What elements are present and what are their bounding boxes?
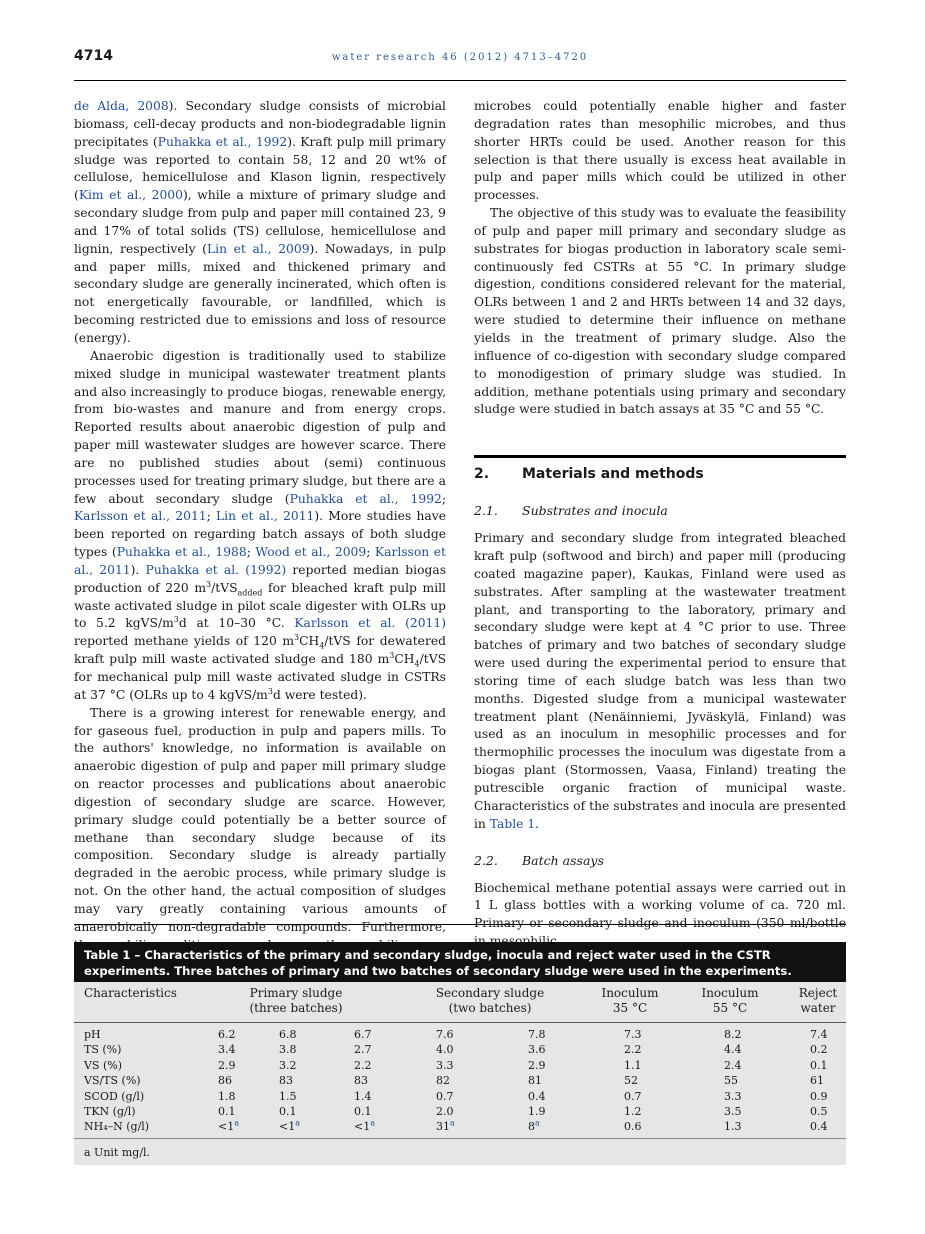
table-cell: 0.7 [436,1089,454,1103]
table-cell: 1.9 [528,1104,546,1118]
paragraph: Primary and secondary sludge from integrated bleached kraft pulp (softwood and birch) and paper mill (producing coated magazine paper), Kaukas, Finland were used as substrates. After sampling at the wastewater treatment plant, and transporting to the laboratory, primary and secondary sludge were kept at 4 °C prior to use. Three batches of primary and two batches of secondary sludge were used during the experimental period to ensure that storing time of each sludge batch was less than two months. Digested sludge from a municipal wastewater treatment plant (Nenäinniemi, Jyväskylä, Finland) was used as an inoculum in mesophilic processes and for thermophilic processes the inoculum was digestate from a biogas plant (Stormossen, Vaasa, Finland) treating the putrescible organic fraction of municipal waste. Characteristics of the substrates and inocula are presented in Table 1. [474,531,846,831]
table-cell: 6.7 [354,1028,372,1041]
table-cell: 3.5 [724,1104,742,1118]
left-column [74,98,446,955]
footnote-marker[interactable]: a [450,1118,455,1128]
table-cell: 2.4 [724,1058,742,1072]
table-header [74,982,846,1023]
citation-link[interactable]: Karlsson et al. (2011) [294,616,446,631]
citation-link[interactable]: Puhakka et al., 1992 [289,491,442,506]
citation-link[interactable]: Wood et al., 2009 [255,545,367,560]
table-1 [74,942,846,1165]
table-cell: 3.2 [279,1058,297,1072]
citation-link[interactable]: Puhakka et al., 1992 [157,134,288,149]
table-cell: 3.4 [218,1043,236,1057]
header-characteristics: Characteristics [84,986,177,1000]
table-cell: 7.6 [436,1028,454,1041]
table-link[interactable]: Table 1 [489,816,536,831]
table-body [74,1023,846,1135]
table-row [74,1027,846,1042]
footnote-marker[interactable]: a [234,1118,239,1128]
table-row [74,1104,846,1119]
citation-link[interactable]: Kim et al., 2000 [78,188,183,203]
table-row [74,1058,846,1073]
table-cell: 1.1 [624,1058,642,1072]
table-cell: $<1^a$ [218,1118,239,1134]
table-cell: 0.9 [810,1089,828,1103]
table-cell: 61 [810,1074,824,1088]
table-cell: 2.2 [354,1058,372,1072]
table-cell: 6.2 [218,1028,236,1041]
table-footnote: a Unit mg/l. [74,1138,846,1166]
table-cell: 31$^a$ [436,1118,455,1134]
page-number: 4714 [74,48,113,64]
citation-link[interactable]: Lin et al., 2011 [216,509,315,524]
table-cell: 0.5 [810,1104,828,1118]
table-cell: 0.1 [218,1104,236,1118]
citation-link[interactable]: Karlsson et al., 2011 [74,545,446,577]
table-cell: 4.0 [436,1043,454,1057]
table-row [74,1089,846,1104]
table-cell: 2.9 [528,1058,546,1072]
table-cell: 86 [218,1074,232,1088]
citation-link[interactable]: Puhakka et al. (1992) [145,562,287,577]
table-cell: $<1^a$ [279,1118,300,1134]
paragraph: microbes could potentially enable higher and faster degradation rates than mesophilic microbes, and thus shorter HRTs could be used. Another reason for this selection is that there usually is excess heat available in pulp and paper mills which could be utilized in other processes. [474,99,846,203]
header-secondary: Secondary sludge (two batches) [435,986,545,1015]
table-cell: 0.1 [354,1104,372,1118]
table-cell: 0.4 [810,1120,828,1134]
table-cell: 2.7 [354,1043,372,1057]
subsection-heading: 2.1. Substrates and inocula [474,503,668,519]
table-cell: 3.3 [436,1058,454,1072]
table-cell: 7.3 [624,1028,642,1041]
citation-link[interactable]: Karlsson et al., 2011 [74,509,207,524]
table-cell: 2.0 [436,1104,454,1118]
page-header [74,48,846,81]
table-cell: 3.6 [528,1043,546,1057]
paragraph: The objective of this study was to evaluate the feasibility of pulp and paper mill primary and secondary sludge as substrates for biogas production in laboratory scale semi-continuously fed CSTRs at 55 °C. In primary sludge digestion, conditions considered relevant for the material, OLRs between 1 and 2 and HRTs between 14 and 32 days, were studied to determine their influence on methane yields in the treatment of primary sludge. Also the influence of co-digestion with secondary sludge compared to monodigestion of primary sludge was studied. In addition, methane potentials using primary and secondary sludge were studied in batch assays at 35 °C and 55 °C. [474,206,846,417]
table-row [74,1073,846,1088]
footnote-marker[interactable]: a [370,1118,375,1128]
table-cell: 4.4 [724,1043,742,1057]
row-label: TKN (g/l) [84,1104,136,1118]
right-column [474,98,846,951]
table-cell: 7.4 [810,1028,828,1041]
paragraph: There is a growing interest for renewable energy, and for gaseous fuel, production in pulp and papers mills. To the authors' knowledge, no information is available on anaerobic digestion of pulp and paper mill primary sludge on reactor processes and publications about anaerobic digestion of secondary sludge are scarce. However, primary sludge could potentially be a better source of methane than secondary sludge because of its composition. Secondary sludge is already partially degraded in the aerobic process, while primary sludge is not. On the other hand, the actual composition of sludges may vary greatly containing various amounts of anaerobically non-degradable compounds. Furthermore, [74,705,446,934]
table-cell: 1.4 [354,1089,372,1103]
header-primary: Primary sludge (three batches) [249,986,343,1015]
table-cell: 0.6 [624,1120,642,1134]
paragraph: Anaerobic digestion is traditionally used to stabilize mixed sludge in municipal wastewater treatment plants and also increasingly to produce biogas, renewable energy, from bio-wastes and manure and from energy crops. Reported results about anaerobic digestion of pulp and paper mill wastewater sludges are however scarce. There are no published studies about (semi) continuous processes used for treating primary sludge, but there are a few about secondary sludge (Puhakka et al., 1992; Karlsson et al., 2011; Lin et al., 2011). More studies have been reported on regarding batch assays of both sludge types (Puhakka et al., 1988; Wood et al., 2009; Karlsson et al., 2011). Puhakka et al. (1992) reported median biogas production of 220 $m^3/tVS_{added}$ for bleached kraft pulp mill waste activated sludge in pilot scale digester with OLRs up to 5.2 kgVS/$m^3d$ at 10–30 °C. Karlsson et al. (2011) reported methane yields of 120 $m^3CH_4$/tVS for dewatered kraft pulp mill waste activated sludge and 180 $m^3CH_4$/tVS for mechanical pulp mill waste activated sludge in CSTRs at 37 °C (OLRs up to 4 kgVS/$m^3d$ were tested). [74,348,446,702]
table-cell: 2.9 [218,1058,236,1072]
table-cell: 1.3 [724,1120,742,1134]
table-cell: 0.1 [279,1104,297,1118]
table-caption: Table 1 – Characteristics of the primary and secondary sludge, inocula and reject water used in the CSTR experiments. Three batches of primary and two batches of secondary sludge were used in the experiments. [74,942,846,982]
table-cell: 8$^a$ [528,1118,540,1134]
paragraph: Biochemical methane potential assays were carried out in 1 L glass bottles with a working volume of ca. 720 ml. Primary or secondary sludge and inoculum (350 ml/bottle [474,880,846,931]
table-cell: 83 [354,1074,368,1088]
table-cell: 0.7 [624,1089,642,1103]
table-cell: 3.3 [724,1089,742,1103]
subsection-heading: 2.2. Batch assays [474,852,604,868]
column-bottom-rule [74,924,846,925]
table-cell: 0.2 [810,1043,828,1057]
footnote-marker[interactable]: a [535,1118,540,1128]
journal-running-title: water research 46 (2012) 4713–4720 [331,52,589,63]
table-cell: 81 [528,1074,542,1088]
table-cell: 0.4 [528,1089,546,1103]
table-cell: 7.8 [528,1028,546,1041]
header-inoculum-35: Inoculum 35 °C [601,986,659,1015]
header-reject-water: Reject water [798,986,838,1015]
table-cell: 6.8 [279,1028,297,1041]
paragraph: de Alda, 2008). Secondary sludge consists of microbial biomass, cell-decay products and non-biodegradable lignin precipitates (Puhakka et al., 1992). Kraft pulp mill primary sludge was reported to contain 58, 12 and 20 wt% of cellulose, hemicellulose and Klason lignin, respectively (Kim et al., 2000), while a mixture of primary sludge and secondary sludge from pulp and paper mill contained 23, 9 and 17% of total solids (TS) cellulose, hemicellulose and lignin, respectively (Lin et al., 2009). Nowadays, in pulp and paper mills, mixed and thickened primary and secondary sludge are generally incinerated, which often is not energetically favourable, or landfilled, which is becoming restricted due to emissions and loss of resource (energy). [74,99,446,345]
table-cell: 3.8 [279,1043,297,1057]
table-row [74,1042,846,1057]
table-cell: 52 [624,1074,638,1088]
table-cell: $<1^a$ [354,1118,375,1134]
section-heading: 2. Materials and methods [474,466,704,483]
table-cell: 82 [436,1074,450,1088]
table-cell: 1.8 [218,1089,236,1103]
row-label: TS (%) [84,1043,122,1057]
row-label: SCOD (g/l) [84,1089,145,1103]
section-rule [474,455,846,458]
table-cell: 83 [279,1074,293,1088]
row-label: pH [84,1028,101,1041]
row-label: VS/TS (%) [84,1074,141,1088]
footnote-marker[interactable]: a [295,1118,300,1128]
table-cell: 55 [724,1074,738,1088]
table-cell: 0.1 [810,1058,828,1072]
table-cell: 2.2 [624,1043,642,1057]
row-label: VS (%) [84,1058,123,1072]
header-inoculum-55: Inoculum 55 °C [701,986,759,1015]
citation-link[interactable]: Lin et al., 2009 [206,241,310,256]
table-cell: 1.2 [624,1104,642,1118]
table-cell: 1.5 [279,1089,297,1103]
citation-link[interactable]: Puhakka et al., 1988 [116,545,247,560]
table-row [74,1119,846,1134]
citation-link[interactable]: de Alda, 2008 [74,99,169,113]
row-label: NH₄–N (g/l) [84,1120,150,1134]
table-cell: 8.2 [724,1028,742,1041]
